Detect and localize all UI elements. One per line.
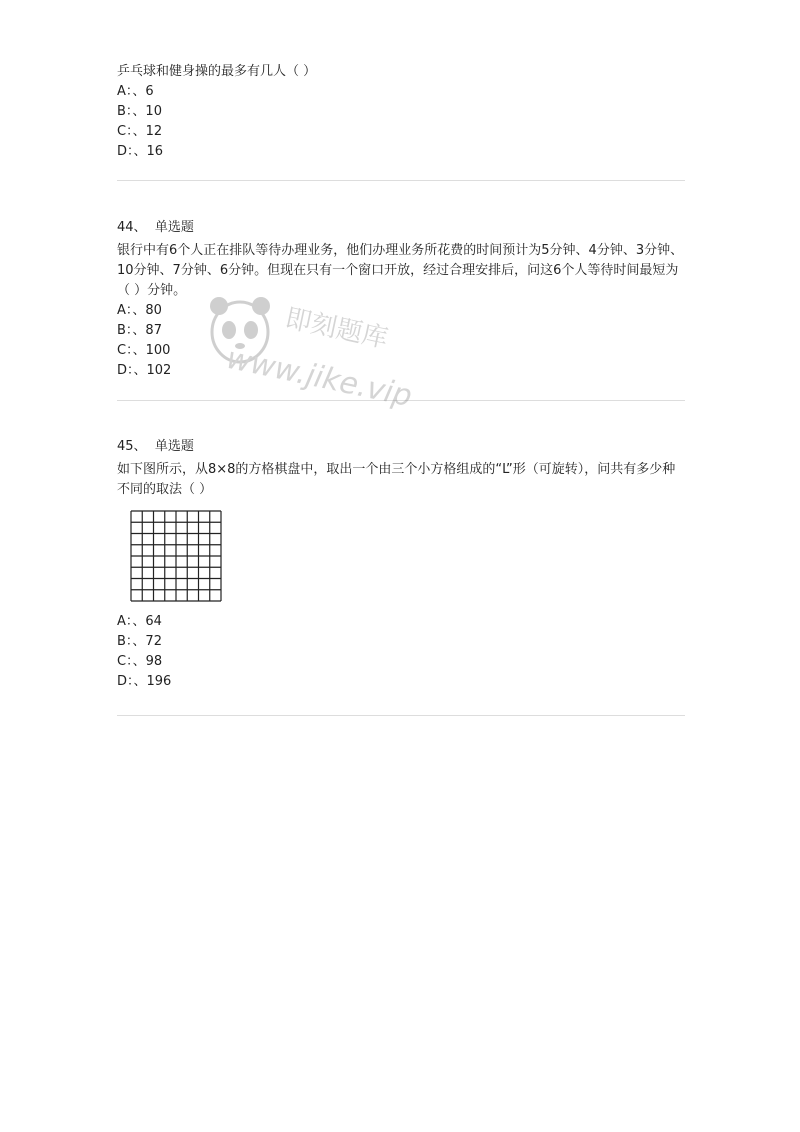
option-b[interactable] [117,102,685,122]
question-45 [117,437,685,692]
watermark-brand: 即刻题库 [282,303,391,355]
option-value: 、100 [132,343,171,358]
question-number: 44、 [117,220,147,235]
option-label: A： [117,303,133,318]
divider [117,400,685,401]
option-value: 、102 [133,363,172,378]
option-value: 、16 [133,144,164,159]
option-value: 、64 [132,614,162,629]
option-d[interactable] [117,142,685,162]
question-stem: 银行中有6个人正在排队等待办理业务，他们办理业务所花费的时间预计为5分钟、4分钟、3分钟、10分钟、7分钟、6分钟。但现在只有一个窗口开放，经过合理安排后，问这6个人等待时间最短为（ ）分钟。 [117,243,684,298]
option-value: 、87 [132,323,162,338]
option-label: D： [117,363,134,378]
option-label: C： [117,124,133,139]
divider [117,715,685,716]
option-value: 、72 [132,634,162,649]
option-label: D： [117,144,134,159]
option-value: 、6 [132,84,154,99]
option-a[interactable] [117,301,685,321]
question-stem: 乒乓球和健身操的最多有几人（ ） [117,64,317,79]
option-d[interactable] [117,672,685,692]
option-label: C： [117,343,133,358]
question-number: 45、 [117,439,147,454]
option-b[interactable] [117,321,685,341]
question-type: 单选题 [154,439,194,454]
option-value: 、10 [132,104,162,119]
option-label: B： [117,634,133,649]
option-a[interactable] [117,82,685,102]
option-label: A： [117,84,133,99]
divider [117,180,685,181]
watermark-url: www.jike.vip [223,340,415,415]
option-c[interactable] [117,122,685,142]
option-value: 、80 [132,303,162,318]
question-stem: 如下图所示，从8×8的方格棋盘中，取出一个由三个小方格组成的“L”形（可旋转），问共有多少种不同的取法（ ） [117,462,676,497]
option-label: B： [117,104,133,119]
question-43 [117,62,685,162]
option-label: A： [117,614,133,629]
option-label: B： [117,323,133,338]
question-header [117,218,685,238]
option-b[interactable] [117,632,685,652]
question-type: 单选题 [154,220,194,235]
option-value: 、196 [133,674,172,689]
question-44 [117,218,685,381]
option-label: C： [117,654,133,669]
option-c[interactable] [117,341,685,361]
option-label: D： [117,674,134,689]
option-a[interactable] [117,612,685,632]
option-c[interactable] [117,652,685,672]
question-header [117,437,685,457]
chessboard-figure [130,510,222,602]
option-value: 、12 [132,124,163,139]
option-d[interactable] [117,361,685,381]
option-value: 、98 [132,654,163,669]
